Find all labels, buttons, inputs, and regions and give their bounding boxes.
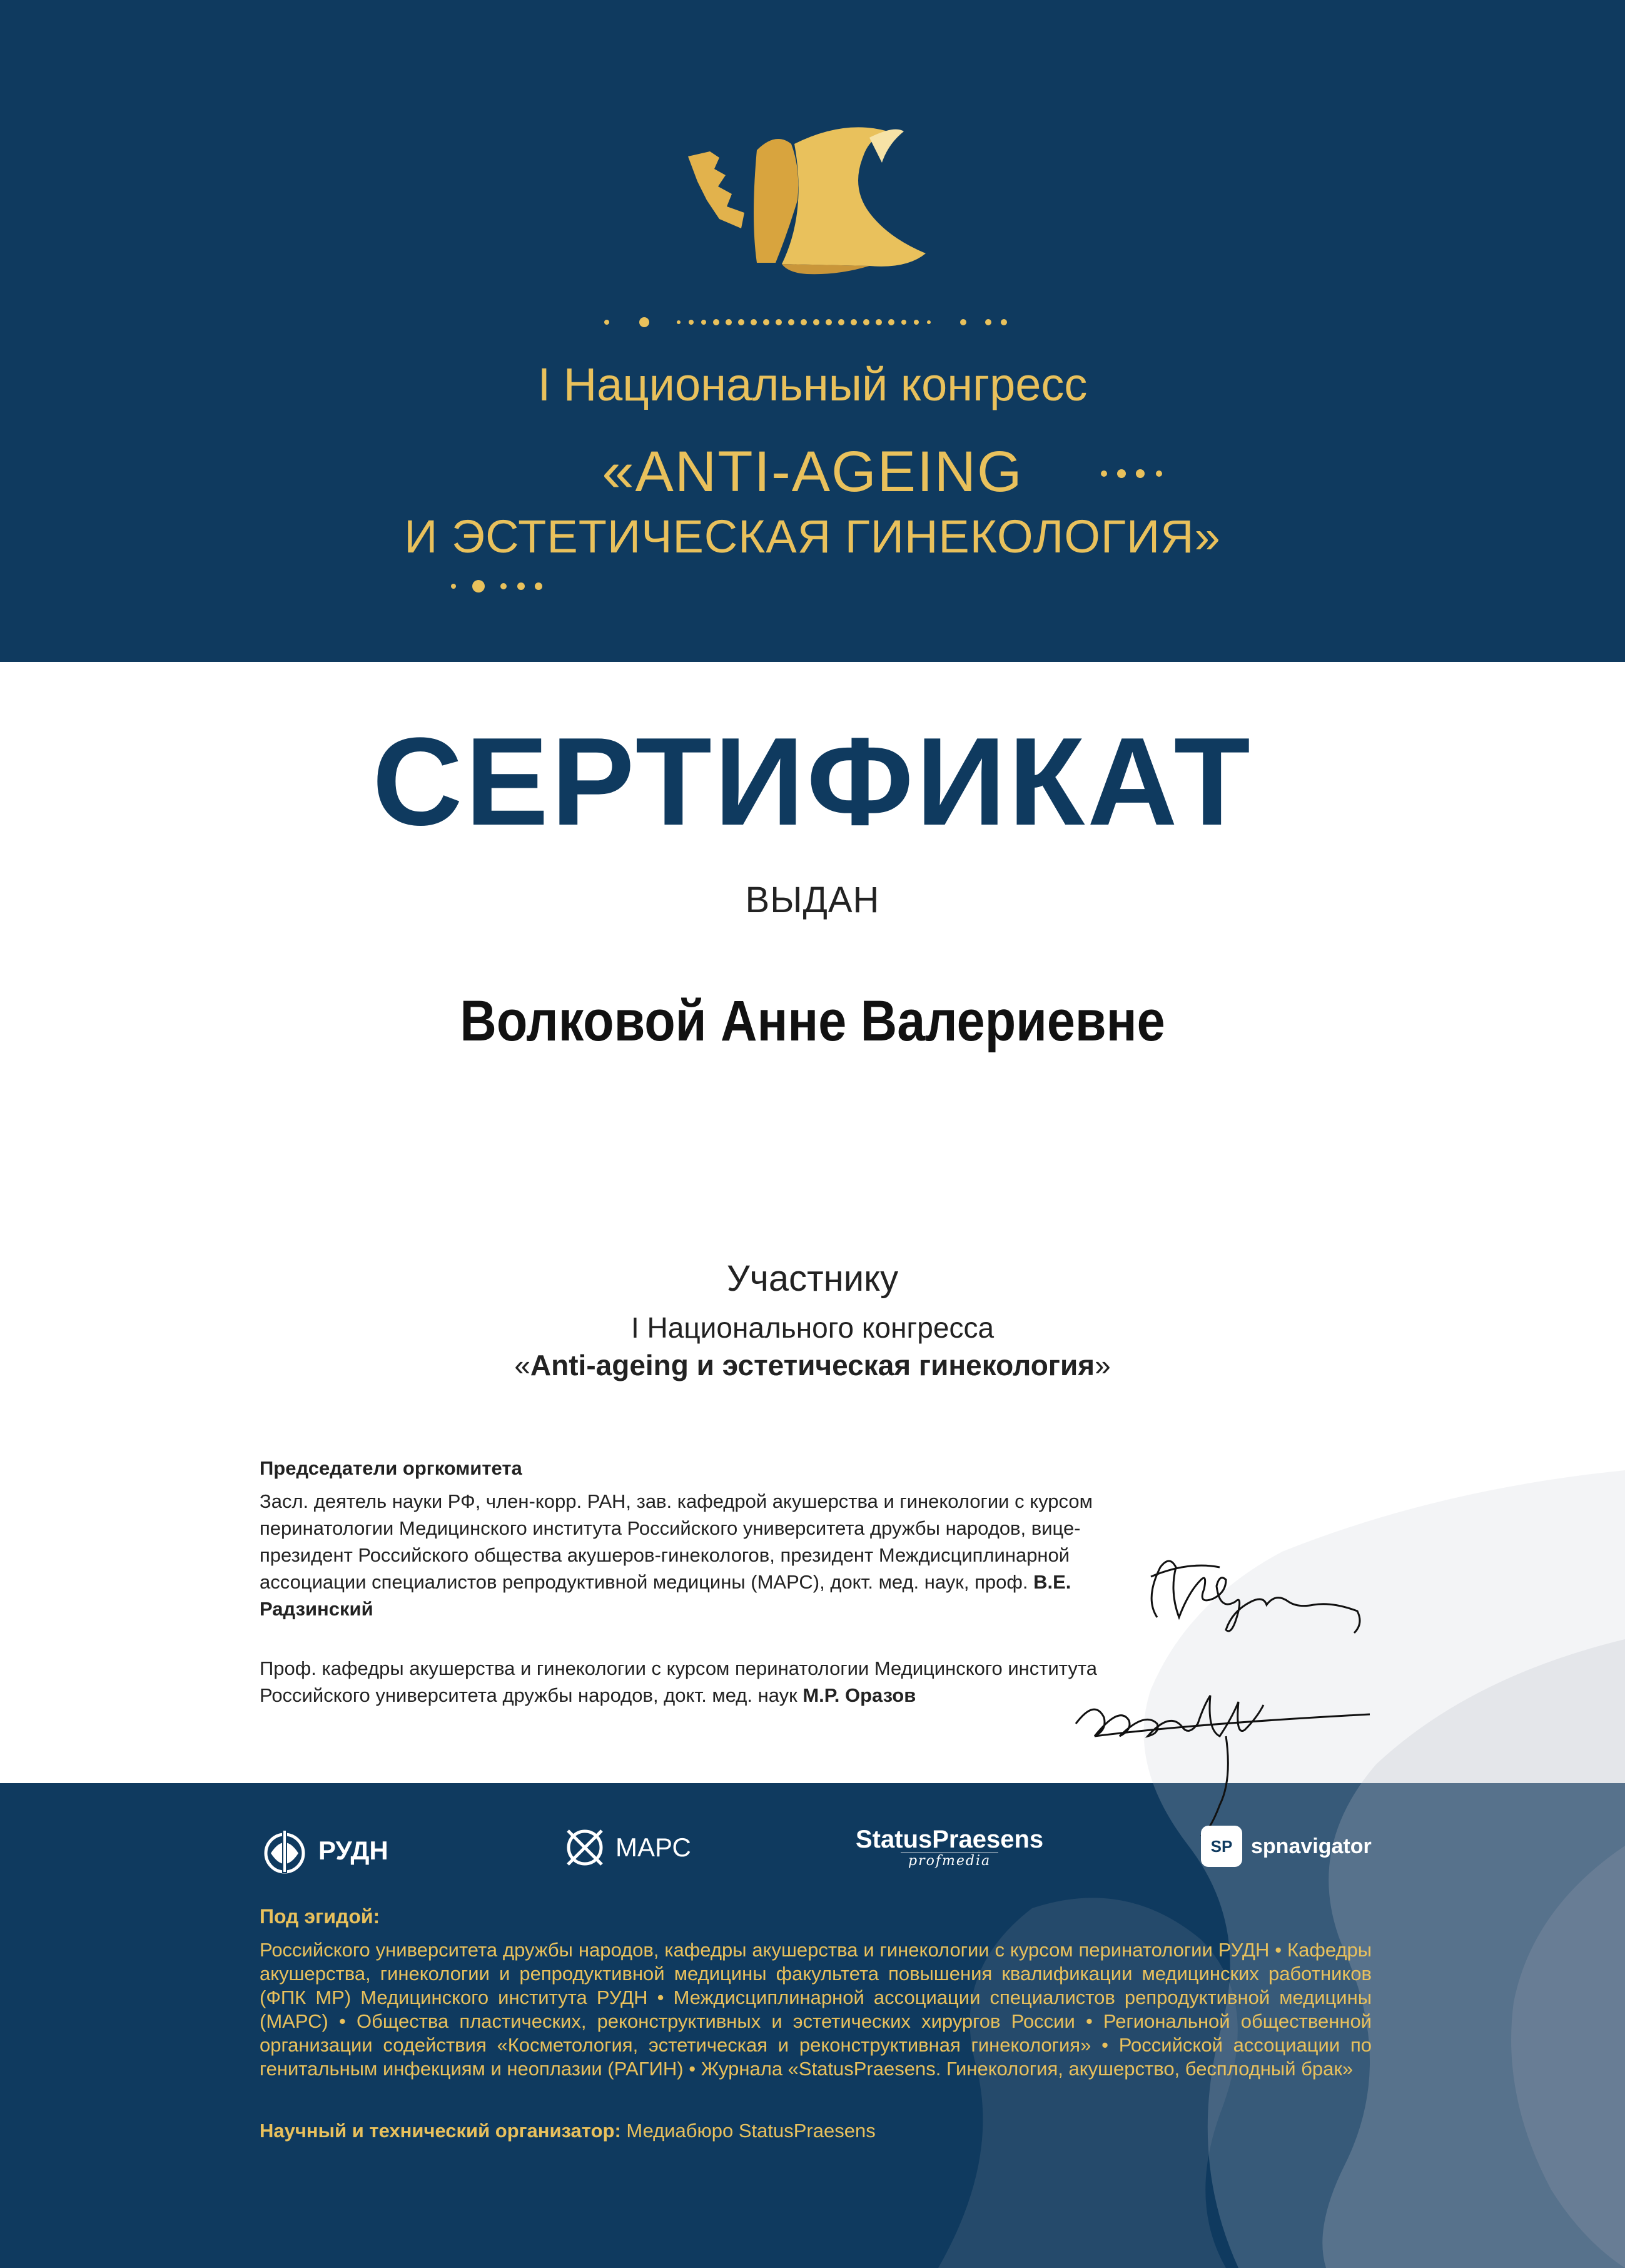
congress-line: I Национального конгресса xyxy=(630,1311,995,1344)
shell-logo-icon xyxy=(682,119,944,282)
mars-label: МАРС xyxy=(615,1833,691,1862)
mars-emblem-icon xyxy=(563,1826,607,1869)
participant-label: Участнику xyxy=(726,1258,899,1299)
aegis-text: Российского университета дружбы народов, кафедры акушерства и гинекологии с курсом перинатологии РУДН • Кафедры акушерства, гинекологии и репродуктивной медицины факультета повышения квалификации медицинских работников (ФПК МР) Медицинского института РУДН • Междисциплинарной ассоциации специалистов репродуктивной медицины (МАРС) • Общества пластических, реконструктивных и эстетических хирургов России • Региональной общественной организации содействия «Косметология, эстетическая и реконструктивная гинекология» • Российской ассоциации по генитальным инфекциям и неоплазии (РАГИН) • Журнала «StatusPraesens. Гинекология, акушерство, бесплодный брак» xyxy=(260,1939,1372,2080)
rudn-label: РУДН xyxy=(318,1836,388,1865)
statuspraesens-logo xyxy=(856,1826,1043,1869)
certificate-title: СЕРТИФИКАТ xyxy=(372,712,1253,852)
organizer-value: Медиабюро StatusPraesens xyxy=(620,2120,876,2142)
spnavigator-badge-icon: SP xyxy=(1201,1826,1242,1867)
congress-name xyxy=(0,1348,1625,1382)
issued-label: ВЫДАН xyxy=(745,880,880,920)
signature-radzinsky xyxy=(1132,1542,1370,1649)
recipient-name: Волковой Анне Валериевне xyxy=(460,989,1165,1053)
chairs-heading: Председатели оргкомитета xyxy=(260,1457,522,1479)
congress-quote-close: » xyxy=(1095,1349,1111,1381)
mars-logo xyxy=(563,1826,691,1869)
chair2-name: М.Р. Оразов xyxy=(802,1684,916,1706)
congress-title-line3: И ЭСТЕТИЧЕСКАЯ ГИНЕКОЛОГИЯ» xyxy=(404,511,1221,562)
chair1-text: Засл. деятель науки РФ, член-корр. РАН, зав. кафедрой акушерства и гинекологии с курсом перинатологии Медицинского института Российского университета дружбы народов, вице-президент Российского общества акушеров-гинекологов, президент Междисциплинарной ассоциации специалистов репродуктивной медицины (МАРС), докт. мед. наук, проф. xyxy=(260,1490,1093,1593)
congress-title-line1: I Национальный конгресс xyxy=(537,359,1088,410)
congress-quote-open: « xyxy=(514,1349,530,1381)
spnavigator-logo xyxy=(1201,1826,1372,1867)
header-band xyxy=(0,0,1625,662)
rudn-logo xyxy=(260,1826,388,1876)
chair1-name: В.Е. Радзинский xyxy=(260,1571,1071,1620)
chair2-text: Проф. кафедры акушерства и гинекологии с курсом перинатологии Медицинского института Российского университета дружбы народов, докт. мед. наук xyxy=(260,1657,1097,1706)
statuspraesens-label: StatusPraesens xyxy=(856,1826,1044,1853)
spnavigator-label: spnavigator xyxy=(1251,1834,1372,1858)
congress-title-line2: «ANTI-AGEING xyxy=(602,440,1023,504)
signature-orazov xyxy=(1070,1667,1376,1843)
organizer-label: Научный и технический организатор: xyxy=(260,2120,621,2142)
congress-name-bold: Anti-ageing и эстетическая гинекология xyxy=(530,1349,1095,1381)
aegis-title: Под эгидой: xyxy=(260,1905,380,1928)
rudn-globe-icon xyxy=(260,1826,310,1876)
dot-ornament-bottom xyxy=(447,577,560,596)
chair1-description xyxy=(260,1488,1110,1622)
organizer-line xyxy=(260,2120,876,2142)
statuspraesens-sub: profmedia xyxy=(901,1853,998,1869)
chairs-block xyxy=(260,1455,1110,1709)
chair2-description xyxy=(260,1655,1110,1709)
dot-ornament-top xyxy=(600,313,1026,332)
